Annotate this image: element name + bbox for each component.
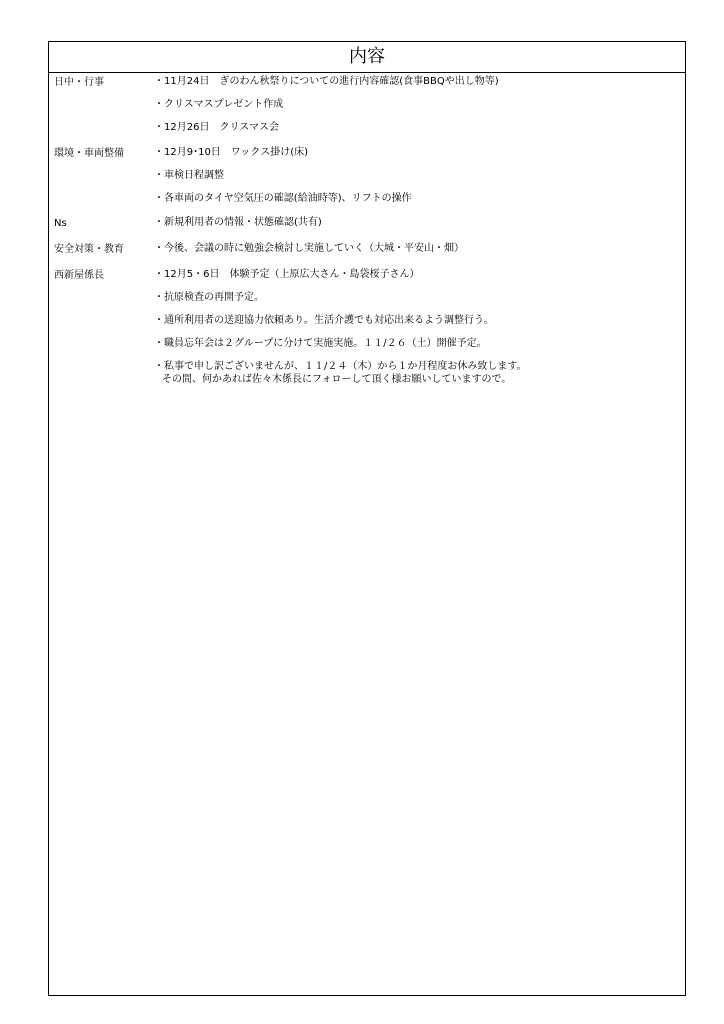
list-item <box>154 122 685 135</box>
list-item <box>154 269 685 282</box>
item-text-line: ・12月9･10日 ワックス掛け(床) <box>154 146 309 158</box>
section-label: Ns <box>54 218 67 229</box>
list-item <box>154 99 685 112</box>
list-item <box>154 217 685 230</box>
item-text-line: ・今後、会議の時に勉強会検討し実施していく（大城・平安山・畑） <box>154 243 464 254</box>
item-text-line: ・各車両のタイヤ空気圧の確認(給油時等)、リフトの操作 <box>154 192 412 204</box>
section-row <box>49 147 685 206</box>
item-text-line: ・12月5・6日 体験予定（上原広大さん・島袋桜子さん） <box>154 269 420 280</box>
section-label: 安全対策・教育 <box>54 244 124 255</box>
sections-container <box>49 73 685 386</box>
section-items <box>154 269 685 386</box>
list-item <box>154 76 685 89</box>
item-text-line: ・職員忘年会は２グループに分けて実施実施。１１/２６（土）開催予定。 <box>154 338 487 349</box>
list-item <box>154 315 685 328</box>
header-title: 内容 <box>49 42 685 73</box>
section-label: 日中・行事 <box>54 77 104 88</box>
item-text-line: ・抗原検査の再開予定。 <box>154 292 264 303</box>
section-items <box>154 217 685 231</box>
content-sheet <box>48 41 686 996</box>
list-item <box>154 243 685 256</box>
section-items <box>154 243 685 257</box>
list-item <box>154 292 685 305</box>
list-item <box>154 361 685 386</box>
section-label: 西新屋係長 <box>54 270 104 281</box>
item-text-line: ・12月26日 クリスマス会 <box>154 122 280 133</box>
section-row <box>49 76 685 135</box>
list-item <box>154 338 685 351</box>
section-row <box>49 217 685 231</box>
list-item <box>154 170 685 183</box>
item-text-line: その間、何かあれば佐々木係長にフォローして頂く様お願いしていますので。 <box>162 373 512 385</box>
section-row <box>49 243 685 257</box>
item-text-line: ・私事で申し訳ございませんが、１１/２４（木）から１か月程度お休み致します。 <box>154 361 527 372</box>
list-item <box>154 147 685 160</box>
section-items <box>154 147 685 206</box>
item-text-line: ・通所利用者の送迎協力依頼あり。生活介護でも対応出来るよう調整行う。 <box>154 315 494 326</box>
section-label: 環境・車両整備 <box>54 147 124 159</box>
item-text-line: ・新規利用者の情報・状態確認(共有) <box>154 217 322 228</box>
item-text-line: ・11月24日 ぎのわん秋祭りについての進行内容確認(食事BBQや出し物等) <box>154 76 499 87</box>
item-text-line: ・車検日程調整 <box>154 169 224 181</box>
section-items <box>154 76 685 135</box>
item-text-line: ・クリスマスプレゼント作成 <box>154 99 284 110</box>
section-row <box>49 269 685 386</box>
list-item <box>154 193 685 206</box>
